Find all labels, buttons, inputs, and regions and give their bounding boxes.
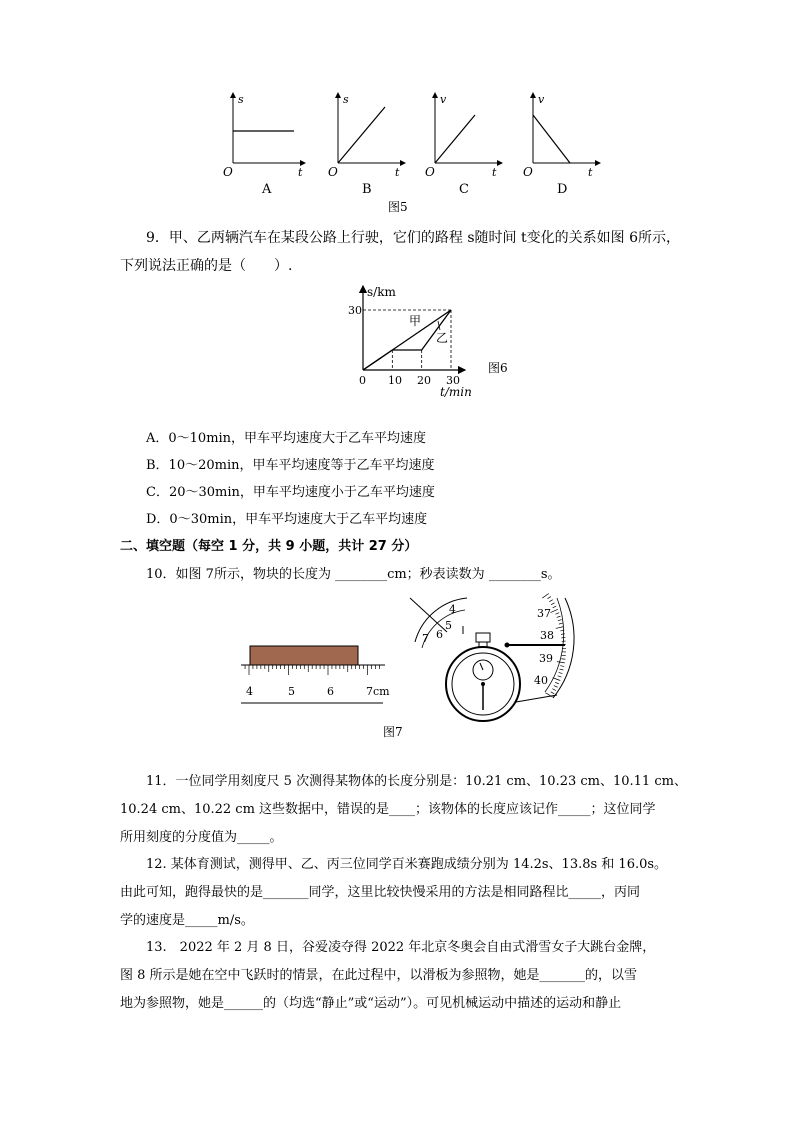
sec-dial-tick (561, 634, 565, 635)
sec-dial-tick (553, 678, 561, 681)
q11-line1: 11．一位同学用刻度尺 5 次测得某物体的长度分别是：10.21 cm、10.23 cm、10.11 cm、 (146, 774, 687, 789)
figure-7-caption: 图7 (383, 725, 403, 739)
sec-dial-tick (542, 594, 549, 599)
ruler-label-4: 4 (246, 685, 253, 698)
min-dial-4: 4 (449, 603, 456, 616)
q13-line3: 地为参照物，她是______的（均选“静止”或“运动”）。可见机械运动中描述的运动和静止 (120, 996, 622, 1011)
graph-c (425, 93, 502, 197)
sec-dial-tick (553, 606, 557, 608)
sec-dial-tick (559, 672, 563, 673)
figure-5-caption: 图5 (388, 200, 408, 214)
sec-dial-39: 39 (539, 652, 553, 665)
graph-c-ylabel: v (440, 93, 447, 106)
q13-line1: 13. 2022 年 2 月 8 日，谷爱凌夺得 2022 年北京冬奥会自由式滑雪女子大跳台金牌， (146, 940, 656, 955)
q11-line2: 10.24 cm、10.22 cm 这些数据中，错误的是____；该物体的长度应该记作_____；这位同学 (120, 802, 656, 817)
fig6-xlabel: t/min (440, 385, 472, 399)
graph-d-ylabel: v (538, 93, 545, 106)
sec-dial-tick (554, 686, 558, 688)
graph-a-xlabel: t (298, 166, 303, 179)
q12-line3: 学的速度是_____m/s。 (120, 913, 254, 928)
min-dial-6: 6 (436, 628, 443, 641)
graph-c-line (435, 115, 475, 163)
graph-d-origin: O (523, 165, 533, 179)
ruler-label-6: 6 (327, 685, 334, 698)
sec-dial-tick (559, 623, 563, 624)
graph-a-ylabel: s (238, 93, 244, 106)
q11-line3: 所用刻度的分度值为_____。 (120, 830, 283, 845)
ruler-label-7cm: 7cm (366, 685, 390, 698)
sec-dial-37: 37 (537, 607, 551, 620)
graph-b-ylabel: s (343, 93, 349, 106)
q9-line2: 下列说法正确的是（ ）. (120, 258, 293, 274)
graph-d-line (533, 115, 570, 163)
q9-option-a: A．0～10min，甲车平均速度大于乙车平均速度 (146, 431, 427, 446)
graph-b-letter: B (362, 182, 372, 197)
fig6-y-tick: 30 (348, 304, 362, 317)
sec-dial-tick (560, 669, 564, 670)
graph-c-xlabel: t (492, 166, 497, 179)
sec-dial-tick (555, 613, 559, 614)
fig6-x-tick-30: 30 (446, 374, 460, 387)
graph-b (328, 93, 405, 197)
graph-b-origin: O (328, 165, 338, 179)
min-dial-7: 7 (422, 632, 429, 645)
min-dial-5: 5 (445, 619, 452, 632)
graph-c-origin: O (425, 165, 435, 179)
figure-6-caption: 图6 (488, 361, 508, 375)
sec-dial-38: 38 (540, 629, 554, 642)
q13-line2: 图 8 所示是她在空中飞跃时的情景，在此过程中，以滑板为参照物，她是_______的，以雪 (120, 968, 638, 983)
figure-7 (235, 590, 655, 750)
ruler-label-5: 5 (288, 685, 295, 698)
graph-d (523, 93, 600, 197)
graph-c-letter: C (459, 182, 469, 197)
block (250, 646, 358, 665)
sec-dial-tick (552, 689, 556, 691)
graph-a-origin: O (223, 165, 233, 179)
sec-dial-tick (549, 600, 552, 602)
q9-option-d: D．0～30min，甲车平均速度大于乙车平均速度 (146, 512, 428, 527)
graph-d-xlabel: t (588, 166, 593, 179)
minute-dial-zoom (410, 598, 467, 648)
q12-line1: 12. 某体育测试，测得甲、乙、丙三位同学百米赛跑成绩分别为 14.2s、13.8s 和 16.0s。 (146, 857, 668, 872)
section-2-title: 二、填空题（每空 1 分，共 9 小题，共计 27 分） (120, 539, 418, 554)
ruler (241, 646, 390, 703)
q9-line1: 9．甲、乙两辆汽车在某段公路上行驶，它们的路程 s随时间 t变化的关系如图 6所示， (146, 230, 680, 246)
fig6-x-tick-10: 10 (388, 374, 402, 387)
q10-text: 10．如图 7所示，物块的长度为 ________cm；秒表读数为 ________s。 (146, 567, 561, 582)
q9-option-b: B．10～20min，甲车平均速度等于乙车平均速度 (146, 458, 435, 473)
graph-b-xlabel: t (395, 166, 400, 179)
sec-dial-tick (557, 616, 561, 617)
figure-6-chart (330, 283, 530, 403)
sec-dial-tick (551, 692, 555, 694)
sec-dial-tick (547, 597, 550, 599)
sec-dial-tick (551, 603, 555, 605)
fig6-x-tick-20: 20 (417, 374, 431, 387)
graph-b-line (338, 107, 385, 163)
fig6-label-jia: 甲 (409, 314, 422, 328)
q12-line2: 由此可知，跑得最快的是_______同学，这里比较快慢采用的方法是相同路程比_____，丙同 (120, 885, 641, 900)
q9-option-c: C．20～30min，甲车平均速度小于乙车平均速度 (146, 485, 435, 500)
sec-dial-tick (558, 676, 562, 677)
graph-a-letter: A (262, 182, 272, 197)
graph-a (223, 93, 305, 197)
fig6-ylabel: s/km (367, 285, 396, 299)
fig6-label-yi: 乙 (436, 331, 449, 345)
sec-dial-tick (557, 662, 565, 663)
sec-dial-tick (558, 620, 562, 621)
sec-dial-tick (556, 627, 564, 629)
sec-dial-40: 40 (534, 674, 548, 687)
sec-dial-tick (560, 666, 564, 667)
sec-dial-tick (555, 682, 559, 684)
fig6-x-tick-0: 0 (359, 374, 366, 387)
sec-dial-tick (550, 609, 557, 612)
graph-d-letter: D (557, 182, 568, 197)
